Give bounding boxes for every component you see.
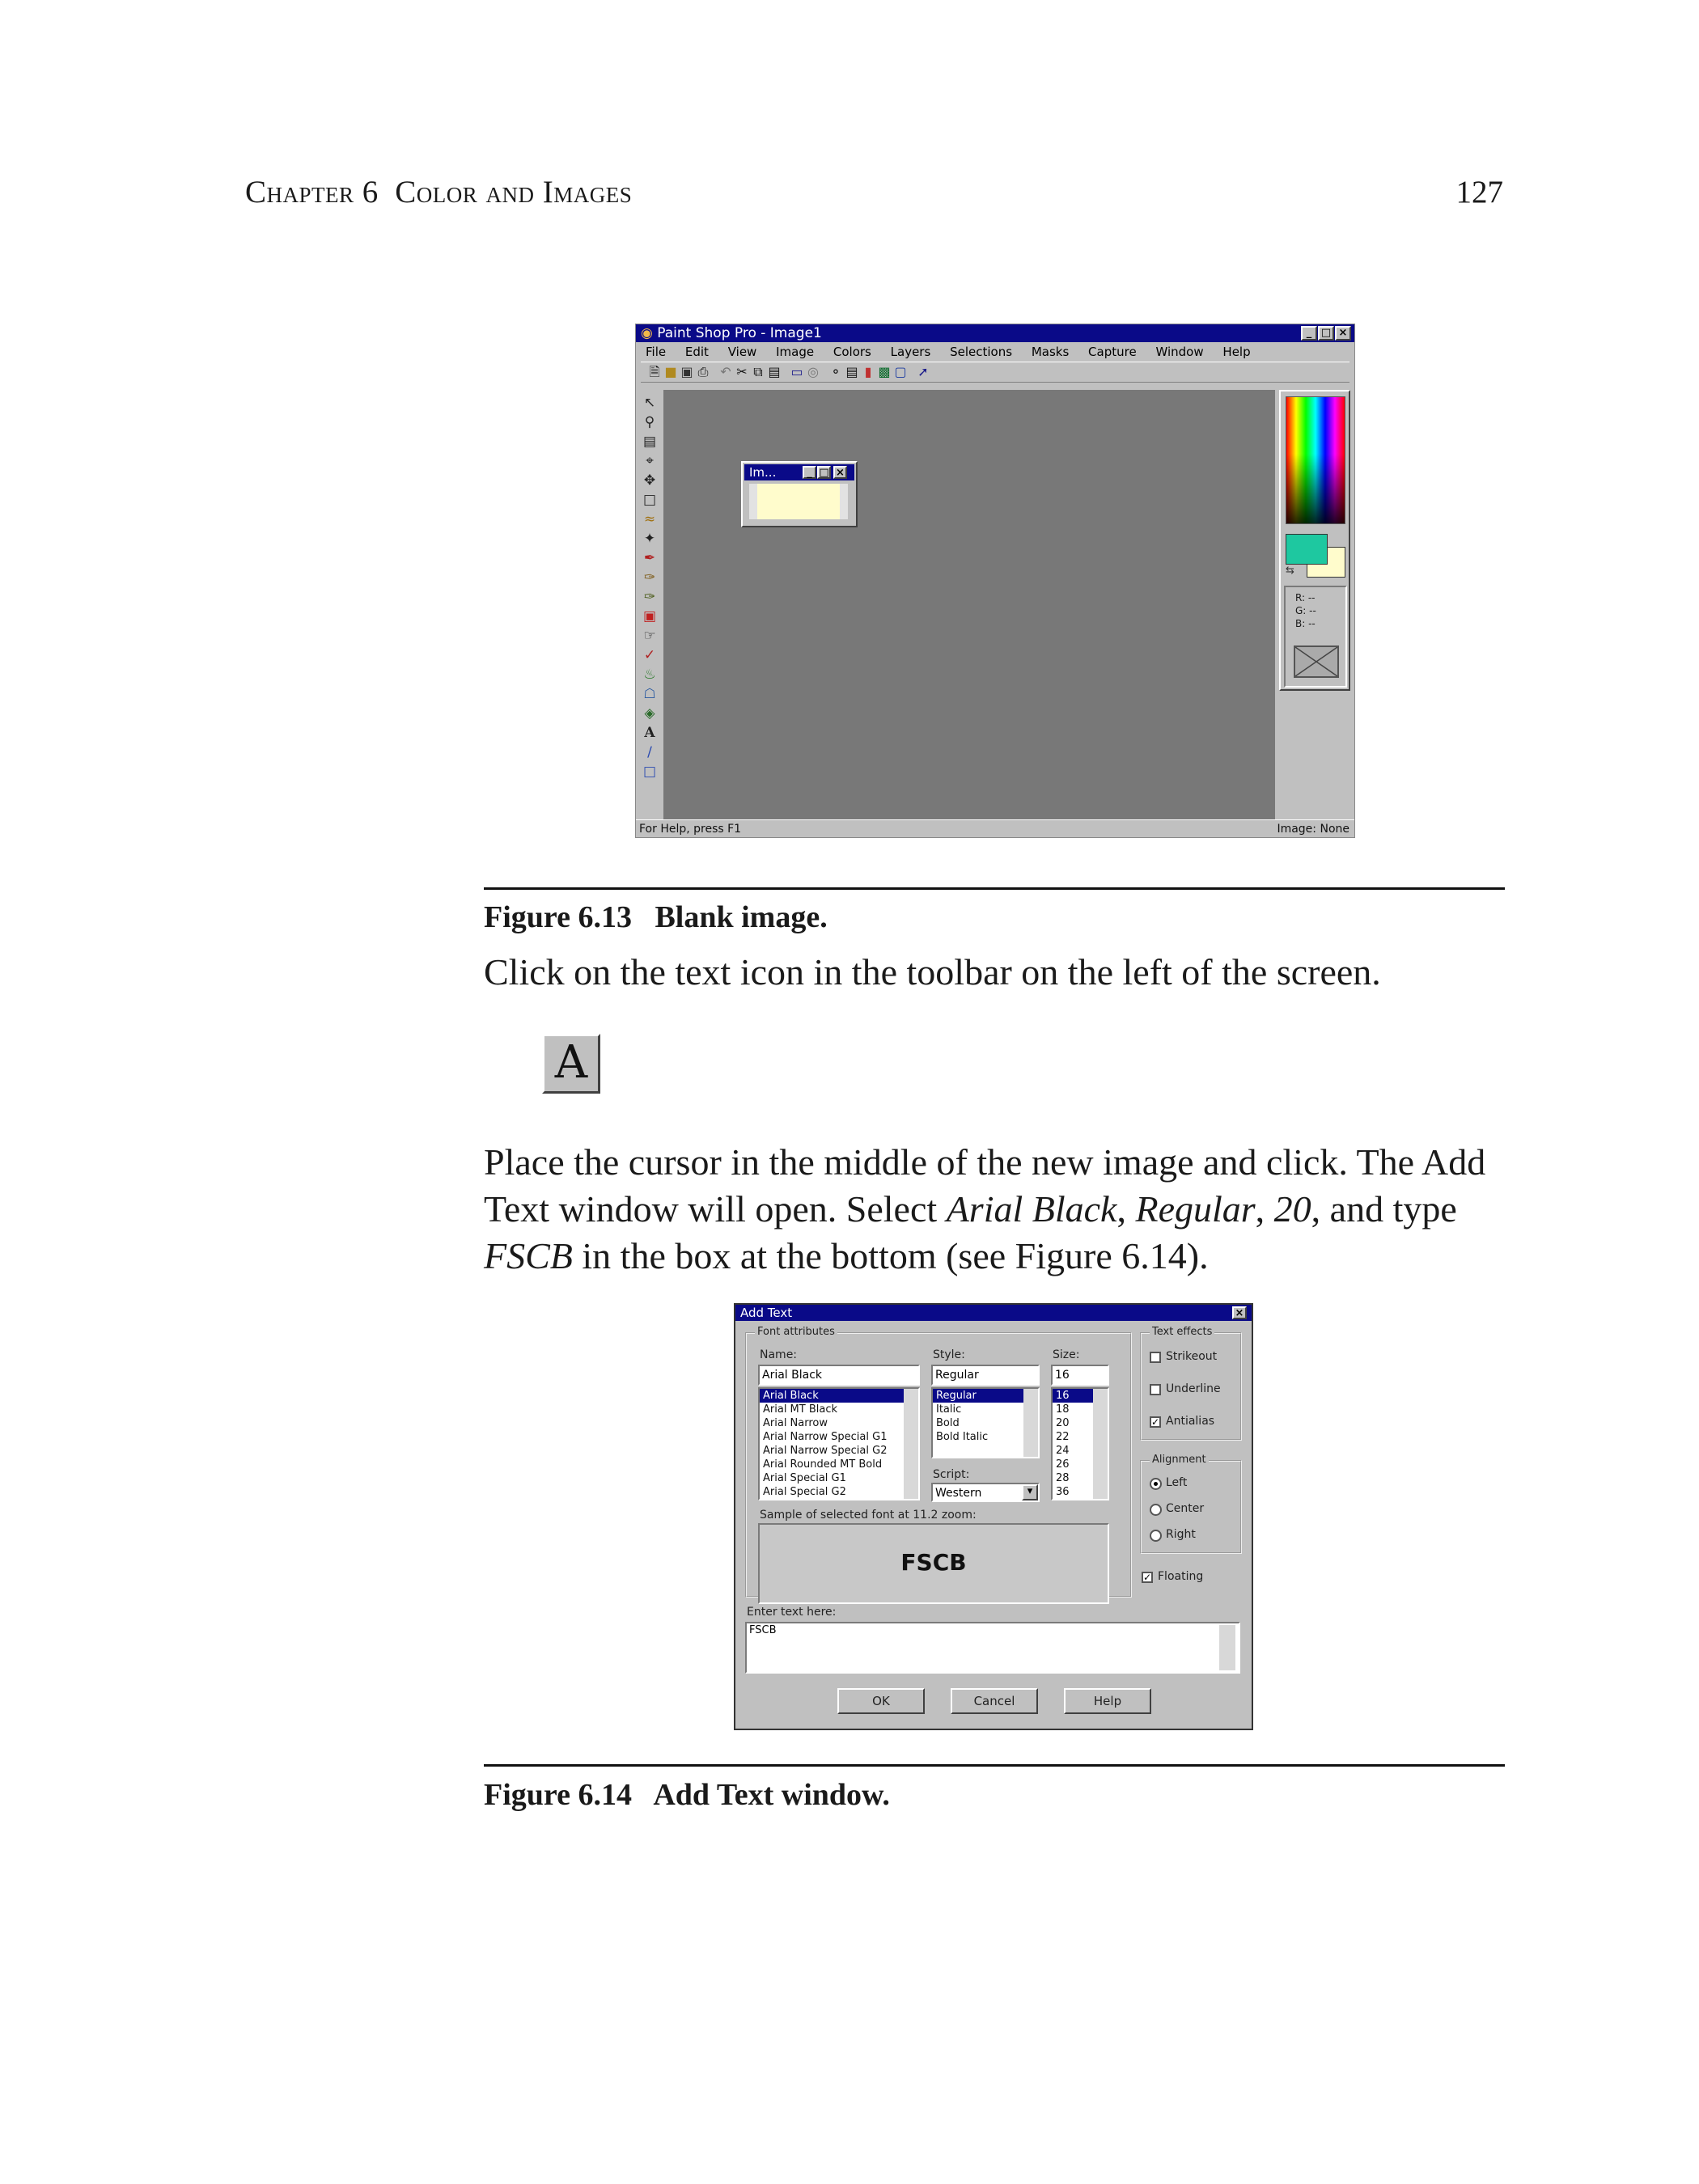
cancel-button[interactable]: Cancel xyxy=(951,1688,1038,1714)
menu-selections[interactable]: Selections xyxy=(950,345,1013,359)
list-item[interactable]: Arial Narrow xyxy=(763,1417,828,1429)
freehand-tool-icon[interactable]: ≈ xyxy=(643,511,656,527)
minimize-icon[interactable]: _ xyxy=(1301,326,1317,341)
line-tool-icon[interactable]: ∕ xyxy=(647,744,652,760)
menu-help[interactable]: Help xyxy=(1222,345,1251,359)
color-palette-toggle-icon[interactable]: ▮ xyxy=(864,364,872,379)
align-center-label: Center xyxy=(1166,1502,1205,1515)
print-icon[interactable]: ⎙ xyxy=(697,364,709,379)
font-name-emphasis: Arial Black xyxy=(946,1188,1117,1230)
size-list[interactable] xyxy=(1051,1387,1109,1500)
menu-window[interactable]: Window xyxy=(1155,345,1204,359)
font-sample-text: FSCB xyxy=(900,1549,967,1576)
align-left-radio[interactable] xyxy=(1150,1478,1162,1490)
airbrush-tool-icon[interactable]: ☖ xyxy=(643,686,656,702)
font-name-list[interactable] xyxy=(758,1387,920,1500)
empty-preview-icon xyxy=(1295,647,1337,676)
ok-button[interactable]: OK xyxy=(837,1688,925,1714)
align-center-radio[interactable] xyxy=(1150,1504,1162,1516)
paragraph: Click on the text icon in the toolbar on the left of the screen. xyxy=(484,951,1381,993)
strikeout-label: Strikeout xyxy=(1166,1350,1218,1363)
tool-palette xyxy=(636,394,663,794)
dropper-tool-icon[interactable]: ✒ xyxy=(643,550,656,566)
enter-text-label: Enter text here: xyxy=(747,1606,837,1619)
blank-image-canvas[interactable] xyxy=(749,484,848,519)
selection-tool-icon[interactable]: □ xyxy=(642,492,657,508)
style-label: Style: xyxy=(933,1348,965,1361)
menu-bar xyxy=(646,344,1266,360)
menu-capture[interactable]: Capture xyxy=(1088,345,1137,359)
zoom-view-icon[interactable]: ⚬ xyxy=(830,364,841,379)
chevron-down-icon[interactable]: ▾ xyxy=(1022,1484,1038,1500)
clone-brush-icon[interactable]: ✑ xyxy=(643,589,656,605)
image-maximize-icon[interactable]: □ xyxy=(817,466,831,479)
retouch-tool-icon[interactable]: ☞ xyxy=(643,628,656,644)
list-item[interactable]: 24 xyxy=(1056,1445,1070,1457)
style-emphasis: Regular xyxy=(1135,1188,1256,1230)
open-folder-icon[interactable]: ■ xyxy=(664,364,677,379)
shape-tool-icon[interactable]: □ xyxy=(642,764,657,780)
paragraph-text: , and type xyxy=(1311,1188,1457,1230)
menu-layers[interactable]: Layers xyxy=(890,345,931,359)
menu-view[interactable]: View xyxy=(727,345,757,359)
text-effects-label: Text effects xyxy=(1150,1326,1214,1338)
text-tool-icon: A xyxy=(554,1036,588,1089)
workspace[interactable] xyxy=(663,390,1275,819)
rgb-blue-readout: B: -- xyxy=(1295,618,1316,629)
running-header xyxy=(245,174,632,210)
antialias-label: Antialias xyxy=(1166,1415,1215,1428)
add-text-dialog xyxy=(734,1303,1253,1730)
picture-tube-icon[interactable]: ♨ xyxy=(643,667,656,683)
list-item[interactable]: 26 xyxy=(1056,1458,1070,1471)
figure-caption xyxy=(484,1777,890,1813)
full-screen-icon[interactable]: ▭ xyxy=(790,364,803,379)
dialog-title: Add Text xyxy=(740,1306,793,1320)
app-icon: ◉ xyxy=(641,325,653,341)
list-item[interactable]: 28 xyxy=(1056,1472,1070,1484)
list-item[interactable]: Arial Narrow Special G1 xyxy=(763,1431,888,1443)
save-icon[interactable]: ▣ xyxy=(680,364,693,379)
page-number: 127 xyxy=(1455,175,1503,210)
font-list-scrollbar[interactable] xyxy=(904,1389,918,1499)
menu-edit[interactable]: Edit xyxy=(684,345,709,359)
floating-label: Floating xyxy=(1158,1570,1204,1583)
image-document-window[interactable] xyxy=(741,461,858,527)
strikeout-checkbox[interactable] xyxy=(1150,1352,1161,1363)
list-item[interactable]: 16 xyxy=(1053,1389,1108,1403)
text-area-scrollbar[interactable] xyxy=(1219,1625,1235,1670)
image-window-title: Im... xyxy=(749,465,777,480)
color-preview-box xyxy=(1294,645,1339,678)
menu-file[interactable]: File xyxy=(646,345,667,359)
undo-icon[interactable]: ↶ xyxy=(720,364,731,379)
script-label: Script: xyxy=(933,1468,970,1481)
size-label: Size: xyxy=(1053,1348,1080,1361)
floating-checkbox[interactable]: ✓ xyxy=(1143,1572,1152,1583)
align-right-label: Right xyxy=(1166,1528,1196,1541)
list-item[interactable]: 18 xyxy=(1056,1403,1070,1416)
foreground-color-swatch[interactable] xyxy=(1286,534,1328,565)
paragraph-text: Place the cursor in the middle of the new image and click. The Add Text window will open. Select xyxy=(484,1141,1486,1230)
size-list-scrollbar[interactable] xyxy=(1093,1389,1108,1499)
list-item[interactable]: Arial Special G2 xyxy=(763,1486,846,1498)
menu-colors[interactable]: Colors xyxy=(833,345,871,359)
list-item[interactable]: Regular xyxy=(933,1389,1038,1403)
figure-caption-text: Add Text window. xyxy=(653,1778,890,1812)
list-item[interactable]: 22 xyxy=(1056,1431,1070,1443)
style-list-scrollbar[interactable] xyxy=(1023,1389,1038,1457)
window-title: Paint Shop Pro - Image1 xyxy=(657,325,822,341)
swap-colors-icon[interactable]: ⇆ xyxy=(1286,565,1294,577)
size-emphasis: 20 xyxy=(1273,1188,1311,1230)
enter-text-area[interactable]: FSCB xyxy=(745,1622,1240,1674)
help-button[interactable]: Help xyxy=(1064,1688,1151,1714)
new-file-icon[interactable]: 🗎 xyxy=(649,364,660,379)
menu-masks[interactable]: Masks xyxy=(1031,345,1070,359)
figure-caption-text: Blank image. xyxy=(655,900,828,934)
paragraph xyxy=(484,1139,1505,1280)
status-help-text: For Help, press F1 xyxy=(639,823,742,836)
list-item[interactable]: Arial Special G1 xyxy=(763,1472,846,1484)
sample-label: Sample of selected font at 11.2 zoom: xyxy=(760,1509,977,1522)
color-palette-panel xyxy=(1279,390,1350,691)
rgb-readout-panel xyxy=(1284,586,1347,688)
align-left-label: Left xyxy=(1166,1476,1188,1489)
paste-icon[interactable]: ▤ xyxy=(768,364,781,379)
rgb-green-readout: G: -- xyxy=(1295,605,1316,616)
font-sample-box xyxy=(758,1523,1109,1604)
list-item[interactable]: Bold Italic xyxy=(936,1431,989,1443)
toolbars-icon[interactable]: ▤ xyxy=(845,364,858,379)
status-image-info: Image: None xyxy=(1277,823,1349,836)
help-pointer-icon[interactable]: ➚ xyxy=(917,364,929,379)
histogram-icon[interactable]: ▩ xyxy=(878,364,891,379)
name-label: Name: xyxy=(760,1348,798,1361)
dialog-close-icon[interactable]: × xyxy=(1232,1306,1247,1319)
normal-view-icon[interactable]: ◎ xyxy=(807,364,819,379)
figure-number: Figure 6.14 xyxy=(484,1778,632,1812)
paragraph-text: in the box at the bottom (see Figure 6.14). xyxy=(572,1235,1209,1276)
list-item[interactable]: Arial Narrow Special G2 xyxy=(763,1445,888,1457)
figure-rule xyxy=(484,887,1505,890)
paintbrush-tool-icon[interactable]: ✑ xyxy=(643,569,656,586)
status-bar xyxy=(636,819,1354,838)
flood-fill-icon[interactable]: ◈ xyxy=(644,705,655,722)
image-minimize-icon[interactable]: _ xyxy=(803,466,816,479)
antialias-checkbox[interactable]: ✓ xyxy=(1151,1416,1160,1428)
list-item[interactable]: Arial Rounded MT Bold xyxy=(763,1458,883,1471)
layer-palette-icon[interactable]: ▢ xyxy=(894,364,907,379)
cut-icon[interactable]: ✂ xyxy=(736,364,748,379)
image-close-icon[interactable]: × xyxy=(833,466,847,479)
menu-image[interactable]: Image xyxy=(776,345,815,359)
color-spectrum[interactable] xyxy=(1286,396,1345,524)
list-item[interactable]: 36 xyxy=(1056,1486,1070,1498)
separator: , xyxy=(1255,1188,1274,1230)
style-field[interactable]: Regular xyxy=(931,1365,1040,1386)
list-item[interactable]: 20 xyxy=(1056,1417,1070,1429)
chapter-label: Chapter 6 xyxy=(245,175,379,210)
list-item[interactable]: Italic xyxy=(936,1403,962,1416)
script-select[interactable]: Western xyxy=(931,1483,1040,1502)
size-field[interactable]: 16 xyxy=(1051,1365,1109,1386)
separator: , xyxy=(1116,1188,1136,1230)
figure-caption xyxy=(484,899,828,935)
underline-label: Underline xyxy=(1166,1382,1221,1395)
underline-checkbox[interactable] xyxy=(1150,1384,1161,1395)
list-item[interactable]: Arial Black xyxy=(760,1389,918,1403)
color-replacer-icon[interactable]: ▣ xyxy=(642,608,657,624)
zoom-tool-icon[interactable]: ⚲ xyxy=(644,414,655,430)
mover-tool-icon[interactable]: ✥ xyxy=(643,472,656,489)
main-toolbar xyxy=(641,362,1349,383)
text-tool-illustration xyxy=(542,1034,600,1094)
paint-shop-pro-window xyxy=(635,324,1355,838)
align-right-radio[interactable] xyxy=(1150,1530,1162,1542)
eraser-tool-icon[interactable]: ✓ xyxy=(643,647,656,663)
close-icon[interactable]: × xyxy=(1335,326,1351,341)
style-list[interactable] xyxy=(931,1387,1040,1458)
font-name-field[interactable]: Arial Black xyxy=(758,1365,920,1386)
deform-tool-icon[interactable]: ▤ xyxy=(642,434,657,450)
typed-text-emphasis: FSCB xyxy=(484,1235,573,1276)
dialog-titlebar xyxy=(735,1305,1252,1321)
arrow-tool-icon[interactable]: ↖ xyxy=(643,395,656,411)
text-tool-icon[interactable]: A xyxy=(644,725,655,741)
magic-wand-icon[interactable]: ✦ xyxy=(643,531,656,547)
crop-tool-icon[interactable]: ⌖ xyxy=(646,453,654,469)
copy-icon[interactable]: ⧉ xyxy=(753,364,763,379)
chapter-title: Color and Images xyxy=(395,175,633,210)
alignment-label: Alignment xyxy=(1150,1454,1209,1466)
figure-rule xyxy=(484,1764,1505,1767)
font-attributes-label: Font attributes xyxy=(755,1326,837,1338)
window-titlebar xyxy=(636,324,1354,342)
rgb-red-readout: R: -- xyxy=(1295,592,1316,603)
figure-number: Figure 6.13 xyxy=(484,900,632,934)
list-item[interactable]: Arial MT Black xyxy=(763,1403,838,1416)
list-item[interactable]: Bold xyxy=(936,1417,960,1429)
restore-icon[interactable]: □ xyxy=(1318,326,1334,341)
